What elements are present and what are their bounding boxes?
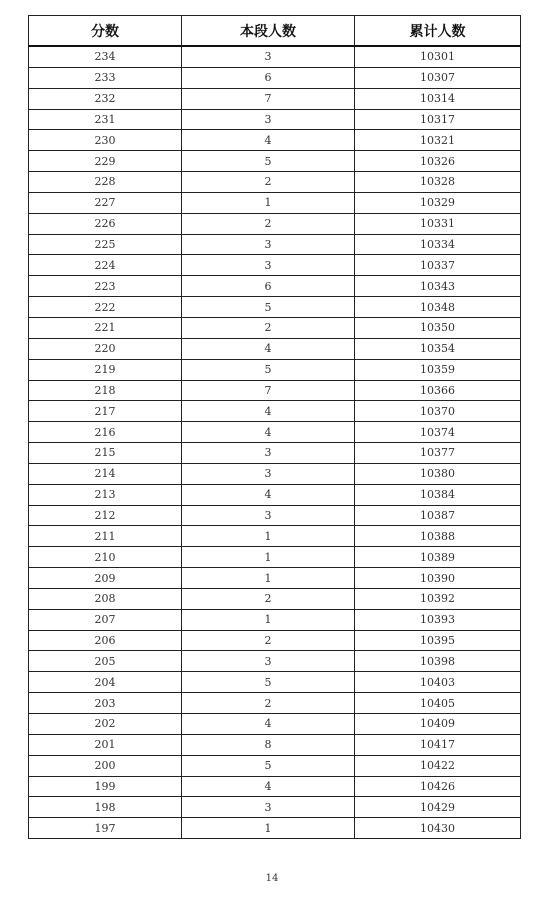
cell-score: 220	[29, 338, 182, 359]
table-row	[29, 172, 521, 193]
table-row	[29, 443, 521, 464]
cell-cumulative-count: 10321	[355, 130, 521, 151]
cell-segment-count: 3	[182, 463, 355, 484]
table-row	[29, 67, 521, 88]
page-number: 14	[265, 873, 279, 884]
cell-cumulative-count: 10388	[355, 526, 521, 547]
table-row	[29, 630, 521, 651]
cell-score: 223	[29, 276, 182, 297]
cell-cumulative-count: 10350	[355, 317, 521, 338]
cell-segment-count: 3	[182, 443, 355, 464]
table-row	[29, 130, 521, 151]
cell-cumulative-count: 10354	[355, 338, 521, 359]
cell-score: 213	[29, 484, 182, 505]
cell-cumulative-count: 10328	[355, 172, 521, 193]
table-row	[29, 359, 521, 380]
cell-segment-count: 2	[182, 213, 355, 234]
cell-score: 227	[29, 192, 182, 213]
cell-cumulative-count: 10422	[355, 755, 521, 776]
cell-score: 231	[29, 109, 182, 130]
cell-segment-count: 2	[182, 630, 355, 651]
table-row	[29, 651, 521, 672]
cell-score: 210	[29, 547, 182, 568]
cell-segment-count: 6	[182, 67, 355, 88]
cell-segment-count: 5	[182, 755, 355, 776]
cell-segment-count: 4	[182, 714, 355, 735]
cell-score: 219	[29, 359, 182, 380]
cell-score: 217	[29, 401, 182, 422]
cell-segment-count: 1	[182, 547, 355, 568]
cell-segment-count: 5	[182, 672, 355, 693]
cell-cumulative-count: 10370	[355, 401, 521, 422]
table-row	[29, 526, 521, 547]
cell-score: 230	[29, 130, 182, 151]
table-row	[29, 192, 521, 213]
cell-score: 209	[29, 568, 182, 589]
score-table	[28, 15, 521, 839]
cell-segment-count: 7	[182, 380, 355, 401]
cell-segment-count: 2	[182, 317, 355, 338]
cell-cumulative-count: 10374	[355, 422, 521, 443]
cell-segment-count: 2	[182, 588, 355, 609]
cell-score: 216	[29, 422, 182, 443]
cell-segment-count: 6	[182, 276, 355, 297]
cell-cumulative-count: 10409	[355, 714, 521, 735]
table-row	[29, 234, 521, 255]
cell-score: 218	[29, 380, 182, 401]
cell-score: 214	[29, 463, 182, 484]
cell-cumulative-count: 10359	[355, 359, 521, 380]
cell-segment-count: 1	[182, 609, 355, 630]
cell-segment-count: 4	[182, 130, 355, 151]
cell-segment-count: 1	[182, 526, 355, 547]
cell-score: 226	[29, 213, 182, 234]
cell-cumulative-count: 10429	[355, 797, 521, 818]
table-row	[29, 693, 521, 714]
cell-score: 212	[29, 505, 182, 526]
header-cumulative-count: 累计人数	[355, 16, 521, 47]
cell-cumulative-count: 10398	[355, 651, 521, 672]
table-row	[29, 338, 521, 359]
cell-cumulative-count: 10380	[355, 463, 521, 484]
cell-score: 224	[29, 255, 182, 276]
table-row	[29, 734, 521, 755]
cell-score: 205	[29, 651, 182, 672]
cell-score: 204	[29, 672, 182, 693]
cell-score: 200	[29, 755, 182, 776]
cell-score: 199	[29, 776, 182, 797]
cell-score: 232	[29, 88, 182, 109]
cell-cumulative-count: 10393	[355, 609, 521, 630]
table-row	[29, 317, 521, 338]
cell-score: 197	[29, 818, 182, 839]
table-row	[29, 505, 521, 526]
cell-score: 206	[29, 630, 182, 651]
cell-score: 208	[29, 588, 182, 609]
cell-cumulative-count: 10387	[355, 505, 521, 526]
cell-cumulative-count: 10307	[355, 67, 521, 88]
cell-score: 225	[29, 234, 182, 255]
table-row	[29, 672, 521, 693]
cell-segment-count: 3	[182, 109, 355, 130]
cell-score: 215	[29, 443, 182, 464]
table-row	[29, 46, 521, 67]
cell-segment-count: 3	[182, 797, 355, 818]
cell-cumulative-count: 10337	[355, 255, 521, 276]
cell-segment-count: 4	[182, 401, 355, 422]
cell-score: 233	[29, 67, 182, 88]
cell-score: 222	[29, 297, 182, 318]
cell-cumulative-count: 10348	[355, 297, 521, 318]
cell-segment-count: 3	[182, 505, 355, 526]
cell-cumulative-count: 10329	[355, 192, 521, 213]
table-row	[29, 109, 521, 130]
table-row	[29, 380, 521, 401]
cell-cumulative-count: 10301	[355, 46, 521, 67]
cell-segment-count: 5	[182, 151, 355, 172]
cell-cumulative-count: 10417	[355, 734, 521, 755]
table-row	[29, 297, 521, 318]
cell-cumulative-count: 10317	[355, 109, 521, 130]
cell-cumulative-count: 10366	[355, 380, 521, 401]
cell-cumulative-count: 10326	[355, 151, 521, 172]
table-row	[29, 463, 521, 484]
cell-segment-count: 3	[182, 255, 355, 276]
cell-cumulative-count: 10392	[355, 588, 521, 609]
table-row	[29, 401, 521, 422]
cell-score: 201	[29, 734, 182, 755]
table-row	[29, 714, 521, 735]
cell-score: 228	[29, 172, 182, 193]
table-row	[29, 818, 521, 839]
cell-segment-count: 5	[182, 359, 355, 380]
cell-score: 221	[29, 317, 182, 338]
header-score: 分数	[29, 16, 182, 47]
cell-cumulative-count: 10343	[355, 276, 521, 297]
cell-segment-count: 1	[182, 192, 355, 213]
cell-cumulative-count: 10314	[355, 88, 521, 109]
cell-score: 234	[29, 46, 182, 67]
cell-cumulative-count: 10403	[355, 672, 521, 693]
table-row	[29, 797, 521, 818]
table-row	[29, 588, 521, 609]
cell-cumulative-count: 10377	[355, 443, 521, 464]
cell-cumulative-count: 10331	[355, 213, 521, 234]
cell-segment-count: 4	[182, 422, 355, 443]
table-row	[29, 609, 521, 630]
cell-score: 202	[29, 714, 182, 735]
cell-segment-count: 2	[182, 172, 355, 193]
cell-segment-count: 1	[182, 568, 355, 589]
cell-segment-count: 3	[182, 234, 355, 255]
cell-segment-count: 3	[182, 46, 355, 67]
table-row	[29, 484, 521, 505]
cell-segment-count: 8	[182, 734, 355, 755]
header-row	[29, 16, 521, 47]
table-row	[29, 422, 521, 443]
cell-cumulative-count: 10426	[355, 776, 521, 797]
cell-segment-count: 1	[182, 818, 355, 839]
cell-cumulative-count: 10390	[355, 568, 521, 589]
header-segment-count: 本段人数	[182, 16, 355, 47]
cell-cumulative-count: 10389	[355, 547, 521, 568]
cell-score: 203	[29, 693, 182, 714]
cell-segment-count: 4	[182, 484, 355, 505]
table-body	[29, 46, 521, 839]
cell-cumulative-count: 10430	[355, 818, 521, 839]
cell-cumulative-count: 10334	[355, 234, 521, 255]
table-row	[29, 255, 521, 276]
cell-score: 207	[29, 609, 182, 630]
cell-cumulative-count: 10384	[355, 484, 521, 505]
table-row	[29, 213, 521, 234]
table-row	[29, 547, 521, 568]
table-row	[29, 776, 521, 797]
cell-score: 198	[29, 797, 182, 818]
table-row	[29, 151, 521, 172]
cell-segment-count: 3	[182, 651, 355, 672]
cell-score: 229	[29, 151, 182, 172]
cell-segment-count: 2	[182, 693, 355, 714]
table-row	[29, 755, 521, 776]
cell-cumulative-count: 10405	[355, 693, 521, 714]
cell-segment-count: 4	[182, 776, 355, 797]
cell-cumulative-count: 10395	[355, 630, 521, 651]
table-row	[29, 88, 521, 109]
table-row	[29, 568, 521, 589]
table-row	[29, 276, 521, 297]
cell-segment-count: 7	[182, 88, 355, 109]
cell-segment-count: 5	[182, 297, 355, 318]
cell-segment-count: 4	[182, 338, 355, 359]
cell-score: 211	[29, 526, 182, 547]
